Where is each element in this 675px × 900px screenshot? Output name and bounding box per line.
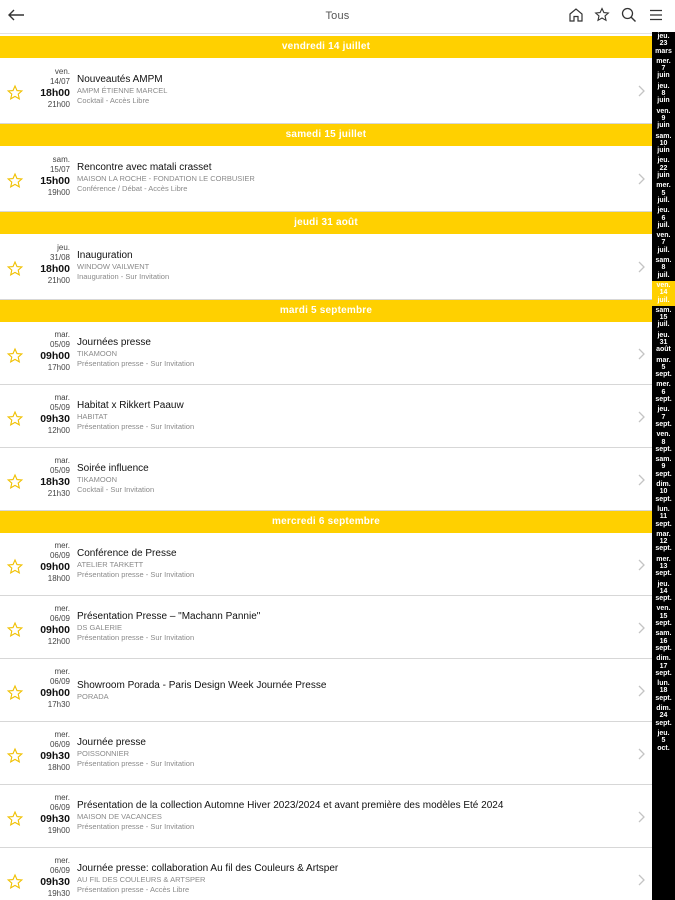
event-type-access: Présentation presse - Sur Invitation [77,821,195,831]
favorite-star-icon[interactable] [6,684,24,702]
date-index-part: sam. [655,306,672,314]
date-index-part: 6 [661,214,666,222]
chevron-right-icon [636,747,646,761]
day-header: vendredi 14 juillet [0,36,652,58]
event-type-access: Inauguration - Sur Invitation [77,272,170,281]
event-end-time: 18h00 [47,762,70,772]
event-weekday: jeu. [57,243,70,252]
date-index-item[interactable] [652,107,675,132]
event-start-time: 09h30 [40,875,70,888]
event-time [26,243,70,286]
date-index-part: 13 [659,563,668,570]
date-index-item[interactable] [652,704,675,729]
event-weekday: mer. [54,603,70,613]
date-index-item[interactable] [652,580,675,605]
chevron-right-icon [636,684,646,698]
event-info [77,250,622,282]
day-header: mercredi 6 septembre [0,511,652,533]
event-row[interactable] [0,533,652,596]
event-time [26,456,70,499]
event-date: 06/09 [49,739,70,749]
date-index-part: juil. [657,221,670,229]
date-index-part: jeu. [657,331,670,339]
date-index-item[interactable] [652,132,675,157]
event-weekday: ven. [54,67,70,76]
date-index-part: 10 [659,488,668,496]
date-index-part: sept. [655,371,672,379]
date-index-part: lun. [657,680,670,688]
date-index-part: ven. [656,107,671,115]
date-index-part: sept. [655,620,672,628]
date-index-part: lun. [657,505,670,513]
date-index-item[interactable] [652,156,675,181]
date-index-item[interactable] [652,306,675,331]
event-date: 14/07 [49,77,70,86]
event-info [77,162,622,194]
event-title[interactable]: Présentation de la collection Automne Hiver 2023/2024 et avant première des modèles Eté 2024 [77,799,504,811]
date-index-part: 12 [659,538,668,546]
event-title[interactable]: Inauguration [77,250,133,261]
chevron-right-icon [636,873,646,887]
date-index-part: juin [657,72,670,80]
event-time [26,330,70,373]
event-row[interactable] [0,848,652,900]
event-title[interactable]: Journée presse [77,736,146,748]
event-venue: DS GALERIE [77,622,123,632]
date-index-part: sept. [655,420,672,428]
date-index-part: 7 [661,65,666,73]
event-type-access: Présentation presse - Sur Invitation [77,421,195,431]
event-time [26,541,70,584]
menu-icon[interactable] [647,6,665,24]
event-venue: AU FIL DES COULEURS & ARTSPER [77,874,206,884]
date-index-part: juil. [657,271,670,279]
event-type-access: Présentation presse - Accès Libre [77,884,190,894]
date-index-part: sept. [655,396,672,404]
event-info [77,680,622,702]
date-index-part: sept. [655,570,672,578]
event-date: 31/08 [49,253,70,262]
event-type-access: Conférence / Débat - Accès Libre [77,184,188,193]
date-index-part: dim. [656,481,671,489]
event-type-access: Présentation presse - Sur Invitation [77,758,195,768]
event-type-access: Présentation presse - Sur Invitation [77,569,195,579]
date-index-part: 11 [659,513,668,521]
chevron-right-icon [636,347,646,361]
date-index-part: 8 [661,264,666,272]
event-type-access: Cocktail - Accès Libre [77,96,150,105]
event-weekday: mar. [54,392,70,402]
favorite-star-icon[interactable] [6,873,24,891]
date-index-part: 6 [661,388,666,396]
chevron-right-icon [636,810,646,824]
event-row[interactable] [0,448,652,511]
chevron-right-icon [636,558,646,572]
event-time [26,155,70,198]
date-index-part: mer. [656,381,671,389]
date-index-part: juin [657,97,670,105]
event-venue: PORADA [77,691,109,701]
event-time [26,393,70,436]
day-header: samedi 15 juillet [0,124,652,146]
date-index-part: 8 [661,90,666,98]
date-index-part: jeu. [657,729,670,737]
event-end-time: 19h00 [47,825,70,835]
date-index-part: sept. [655,719,672,727]
date-index-part: mar. [656,356,671,364]
chevron-right-icon [636,410,646,424]
date-index-part: août [656,346,671,354]
event-end-time: 18h00 [47,573,70,583]
event-end-time: 12h00 [47,425,70,435]
event-start-time: 09h30 [40,812,70,825]
date-index-part: ven. [656,431,671,439]
date-index-item[interactable] [652,206,675,231]
date-index-part: 7 [661,413,666,421]
date-index-item[interactable] [652,604,675,629]
date-index-part: sept. [655,445,672,453]
event-info [77,548,622,580]
date-index-part: juin [657,122,670,130]
event-row[interactable] [0,322,652,385]
date-index-part: sept. [655,669,672,677]
event-venue: POISSONNIER [77,748,130,758]
event-end-time: 17h30 [47,699,70,709]
event-info [77,400,622,432]
date-index-part: juil. [657,296,670,304]
date-index-part: juin [657,172,670,180]
event-date: 06/09 [49,676,70,686]
event-date: 06/09 [49,865,70,875]
date-index-part: ven. [656,281,671,289]
event-title[interactable]: Journées presse [77,336,151,348]
chevron-right-icon [636,473,646,487]
event-row[interactable] [0,385,652,448]
event-venue: WINDOW VAILWENT [77,262,150,271]
date-index-part: 16 [659,637,668,645]
event-weekday: mer. [54,792,70,802]
search-icon[interactable] [620,6,638,24]
event-venue: HABITAT [77,411,108,421]
date-index-part: sam. [655,456,672,464]
event-date: 15/07 [49,165,70,174]
event-date: 06/09 [49,613,70,623]
date-index-item[interactable] [652,679,675,704]
event-time [26,67,70,110]
event-type-access: Présentation presse - Sur Invitation [77,358,195,368]
event-end-time: 17h00 [47,362,70,372]
date-index-part: dim. [656,655,671,663]
date-index-item[interactable] [652,629,675,654]
date-index-part: sept. [655,595,672,603]
date-index-item[interactable] [652,82,675,107]
event-info [77,737,622,769]
event-weekday: sam. [52,155,70,164]
date-index-part: 5 [661,363,666,371]
favorite-star-icon[interactable] [6,810,24,828]
event-date: 06/09 [49,802,70,812]
day-header: mardi 5 septembre [0,300,652,322]
date-index-part: ven. [656,605,671,613]
event-info [77,74,622,106]
date-index-item[interactable] [652,480,675,505]
event-row[interactable] [0,659,652,722]
chevron-right-icon [636,621,646,635]
event-venue: TIKAMOON [77,474,118,484]
event-start-time: 09h00 [40,686,70,699]
event-weekday: mer. [54,855,70,865]
date-index-part: sept. [655,470,672,478]
event-weekday: mar. [54,455,70,465]
favorite-star-icon[interactable] [6,84,24,102]
date-index-part: juil. [657,246,670,254]
event-type-access: Présentation presse - Sur Invitation [77,632,195,642]
event-title[interactable]: Conférence de Presse [77,547,177,559]
date-index-item[interactable] [652,256,675,281]
event-end-time: 19h30 [47,888,70,898]
date-index-part: jeu. [657,406,670,414]
date-index-part: jeu. [657,33,670,40]
event-info [77,800,622,832]
event-date: 05/09 [49,465,70,475]
event-row[interactable] [0,234,652,300]
event-date: 05/09 [49,402,70,412]
date-index-part: 18 [659,687,668,695]
date-index-part: 23 [659,40,668,48]
event-weekday: mer. [54,666,70,676]
event-title[interactable]: Showroom Porada - Paris Design Week Journée Presse [77,679,327,691]
favorite-star-icon[interactable] [6,172,24,190]
chevron-right-icon [636,260,646,274]
date-index[interactable] [652,32,675,900]
event-title[interactable]: Rencontre avec matali crasset [77,162,212,173]
date-index-part: 7 [661,239,666,247]
date-index-item[interactable] [652,654,675,679]
date-index-part: sam. [655,257,672,265]
date-index-part: mars [655,47,672,55]
event-time [26,793,70,836]
event-start-time: 09h30 [40,412,70,425]
date-index-item[interactable] [652,380,675,405]
event-row[interactable] [0,785,652,848]
date-index-part: jeu. [657,157,670,165]
event-time [26,730,70,773]
event-venue: TIKAMOON [77,348,118,358]
favorite-star-icon[interactable] [6,473,24,491]
event-end-time: 21h00 [47,100,70,109]
date-index-item[interactable] [652,57,675,82]
date-index-part: 17 [659,662,668,670]
date-index-part: 31 [659,338,668,346]
favorite-star-icon[interactable] [6,410,24,428]
date-index-item[interactable] [652,505,675,530]
event-start-time: 18h00 [40,263,70,275]
chevron-right-icon [636,84,646,98]
date-index-part: jeu. [657,207,670,215]
home-icon[interactable] [567,6,585,24]
event-info [77,611,622,643]
event-venue: MAISON DE VACANCES [77,811,162,821]
date-index-part: oct. [657,744,670,752]
event-end-time: 21h30 [47,488,70,498]
date-index-part: 5 [661,189,666,197]
event-start-time: 09h00 [40,349,70,362]
top-bar [0,0,675,34]
event-date: 05/09 [49,339,70,349]
date-index-part: sam. [655,630,672,638]
event-title[interactable]: Journée presse: collaboration Au fil des Couleurs & Artsper [77,862,339,874]
event-venue: MAISON LA ROCHE - FONDATION LE CORBUSIER [77,174,255,183]
date-index-item[interactable] [652,181,675,206]
date-index-part: ven. [656,232,671,240]
event-date: 06/09 [49,550,70,560]
event-weekday: mer. [54,729,70,739]
date-index-part: 14 [659,289,668,297]
date-index-item[interactable] [652,231,675,256]
event-start-time: 18h00 [40,87,70,99]
event-end-time: 21h00 [47,276,70,285]
date-index-part: mer. [656,57,671,65]
date-index-part: juil. [657,196,670,204]
date-index-item[interactable] [652,729,675,754]
date-index-part: sept. [655,694,672,702]
date-index-item[interactable] [652,430,675,455]
date-index-part: 15 [659,612,668,620]
event-info [77,463,622,495]
event-title[interactable]: Nouveautés AMPM [77,74,163,85]
date-index-part: 10 [659,139,668,147]
date-index-part: jeu. [657,82,670,90]
event-time [26,667,70,710]
event-row[interactable] [0,722,652,785]
date-index-item[interactable] [652,356,675,381]
date-index-item[interactable] [652,530,675,555]
date-index-part: sept. [655,644,672,652]
date-index-part: sam. [655,132,672,140]
date-index-part: 5 [661,737,666,745]
date-index-part: 22 [659,164,668,172]
date-index-item[interactable] [652,555,675,580]
event-time [26,856,70,899]
event-info [77,863,622,895]
favorite-star-icon[interactable] [6,621,24,639]
date-index-part: juin [657,147,670,155]
event-row[interactable] [0,146,652,212]
event-end-time: 12h00 [47,636,70,646]
date-index-part: jeu. [657,580,670,588]
event-title[interactable]: Présentation Presse – "Machann Pannie" [77,610,261,622]
page-title: Tous [325,10,350,22]
day-header: jeudi 31 août [0,212,652,234]
star-icon[interactable] [593,6,611,24]
date-index-item[interactable] [652,331,675,356]
date-index-item[interactable] [652,281,675,306]
date-index-part: sept. [655,545,672,553]
event-row[interactable] [0,58,652,124]
favorite-star-icon[interactable] [6,747,24,765]
event-weekday: mer. [54,540,70,550]
event-start-time: 09h00 [40,560,70,573]
date-index-part: dim. [656,705,671,713]
date-index-part: 9 [661,463,666,471]
event-end-time: 19h00 [47,188,70,197]
event-list[interactable] [0,36,652,900]
event-weekday: mar. [54,329,70,339]
date-index-part: 24 [659,712,668,720]
event-start-time: 09h30 [40,749,70,762]
event-start-time: 09h00 [40,623,70,636]
event-type-access: Cocktail - Sur Invitation [77,484,155,494]
date-index-part: sept. [655,495,672,503]
date-index-part: 15 [659,314,668,322]
event-time [26,604,70,647]
date-index-item[interactable] [652,455,675,480]
date-index-part: mar. [656,530,671,538]
event-start-time: 18h30 [40,475,70,488]
event-row[interactable] [0,596,652,659]
favorite-star-icon[interactable] [6,558,24,576]
date-index-item[interactable] [652,405,675,430]
date-index-part: sept. [655,520,672,528]
date-index-part: 14 [659,587,668,595]
date-index-part: juil. [657,321,670,329]
event-title[interactable]: Soirée influence [77,462,149,474]
chevron-right-icon [636,172,646,186]
event-venue: AMPM ÉTIENNE MARCEL [77,86,168,95]
date-index-part: mer. [656,182,671,190]
favorite-star-icon[interactable] [6,347,24,365]
date-index-part: mer. [656,555,671,563]
date-index-part: 8 [661,438,666,446]
event-venue: ATELIER TARKETT [77,559,144,569]
event-title[interactable]: Habitat x Rikkert Paauw [77,399,184,411]
favorite-star-icon[interactable] [6,260,24,278]
event-start-time: 15h00 [40,175,70,187]
event-info [77,337,622,369]
date-index-part: 9 [661,114,666,122]
date-index-item[interactable] [652,32,675,57]
